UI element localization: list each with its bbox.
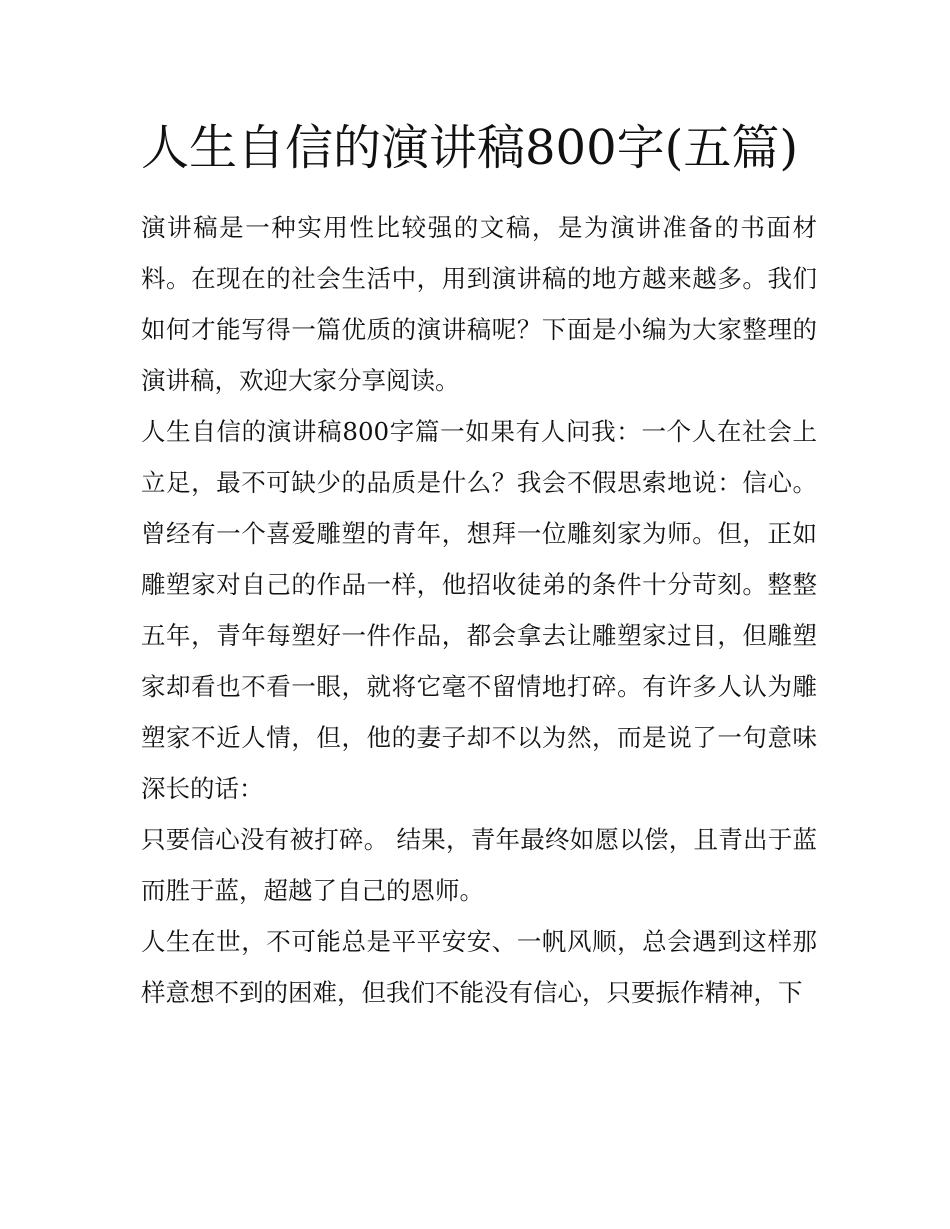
- paragraph-result: 只要信心没有被打碎。 结果，青年最终如愿以偿，且青出于蓝而胜于蓝，超越了自己的恩师。: [141, 825, 817, 905]
- document-body: [141, 112, 817, 1018]
- document-title: 人生自信的演讲稿800字(五篇): [141, 120, 799, 176]
- paragraph-intro: 演讲稿是一种实用性比较强的文稿，是为演讲准备的书面材料。在现在的社会生活中，用到演讲稿的地方越来越多。我们如何才能写得一篇优质的演讲稿呢？下面是小编为大家整理的演讲稿，欢迎大家分享阅读。: [141, 213, 817, 395]
- paragraph-story: 人生自信的演讲稿800字篇一如果有人问我：一个人在社会上立足，最不可缺少的品质是什么？我会不假思索地说：信心。曾经有一个喜爱雕塑的青年，想拜一位雕刻家为师。但，正如雕塑家对自己的作品一样，他招收徒弟的条件十分苛刻。整整五年，青年每塑好一件作品，都会拿去让雕塑家过目，但雕塑家却看也不看一眼，就将它毫不留情地打碎。有许多人认为雕塑家不近人情，但，他的妻子却不以为然，而是说了一句意味深长的话：: [141, 417, 817, 803]
- paragraph-life: 人生在世，不可能总是平平安安、一帆风顺，总会遇到这样那样意想不到的困难，但我们不能没有信心，只要振作精神，下: [141, 927, 817, 1007]
